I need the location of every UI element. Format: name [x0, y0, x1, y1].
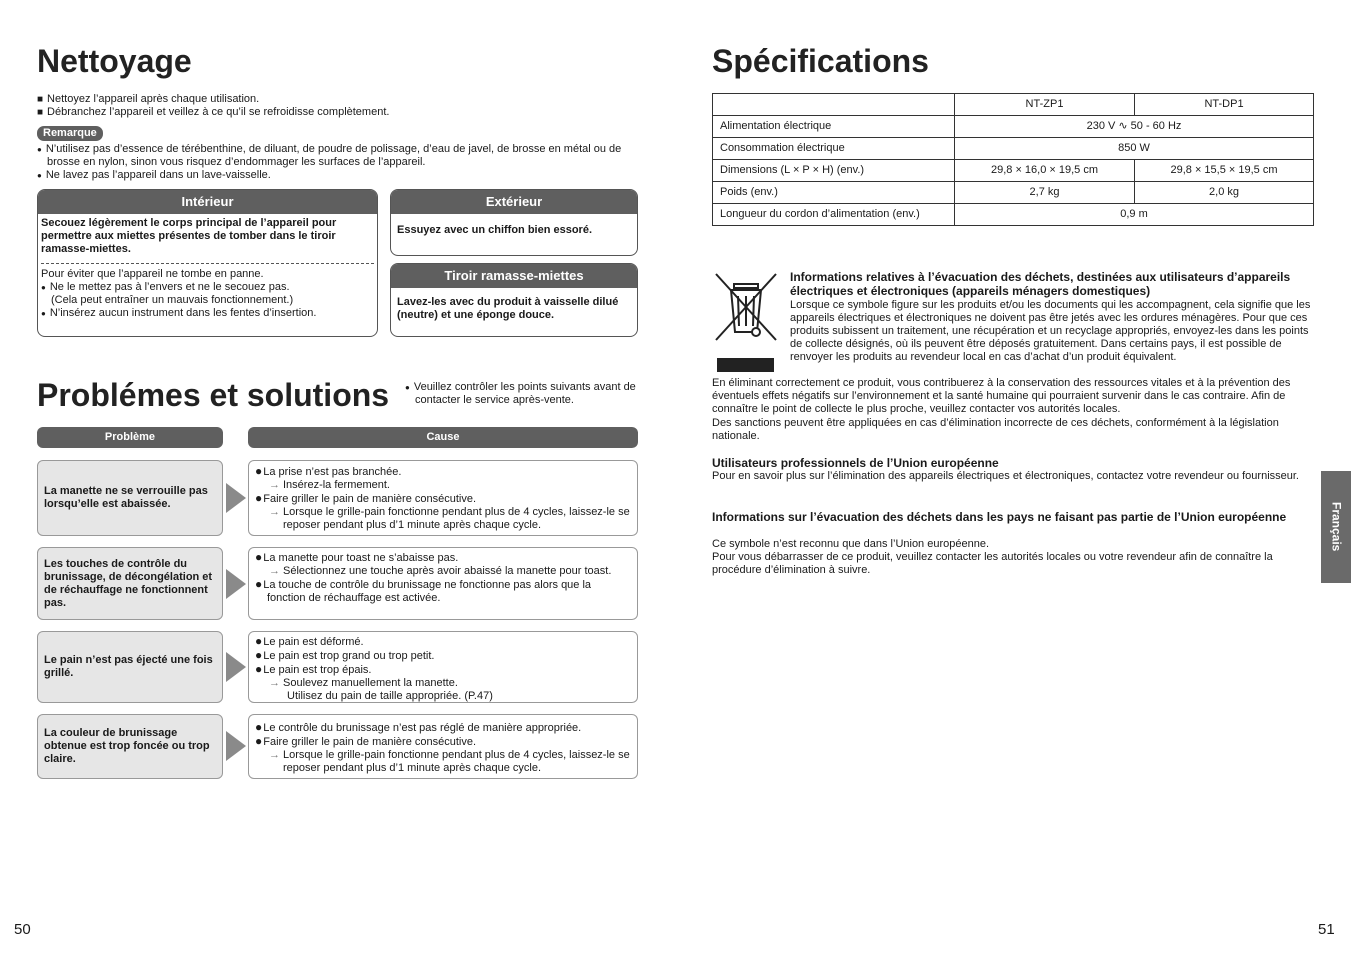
model-2: NT-DP1 — [1135, 94, 1314, 116]
disposal-heading: Informations relatives à l’évacuation des déchets, destinées aux utilisateurs d’appareils électriques et électroniques (appareils ménagers domestiques) — [790, 270, 1291, 298]
disposal-heading-3: Informations sur l’évacuation des déchets dans les pays ne faisant pas partie de l’Union européenne — [712, 510, 1287, 524]
disposal-p3: Des sanctions peuvent être appliquées en cas d’élimination incorrecte de ces déchets, conformément à la législation nationale. — [712, 417, 1279, 442]
troubleshooting-note: ● Veuillez contrôler les points suivants avant de contacter le service après-vente. — [405, 381, 640, 407]
cause-column-header: Cause — [248, 427, 638, 448]
disposal-p5: Ce symbole n’est reconnu que dans l’Union européenne. — [712, 538, 990, 550]
row-1-arrow-icon — [226, 483, 246, 513]
interior-note-1: ● Ne le mettez pas à l’envers et ne le secouez pas. — [41, 281, 374, 294]
disposal-p4: Pour en savoir plus sur l’élimination des appareils électriques et électroniques, contactez votre revendeur ou fournisseur. — [712, 470, 1299, 482]
cause-4 — [248, 714, 638, 779]
interior-bold-text: Secouez légèrement le corps principal de l’appareil pour permettre aux miettes présentes de tomber dans le tiroir ramasse-miettes. — [41, 217, 337, 255]
cause-1-action-1: → Insérez-la fermement. — [269, 479, 390, 491]
problem-1: La manette ne se verrouille pas lorsqu’elle est abaissée. — [37, 460, 223, 536]
cause-4-action-1: → Lorsque le grille-pain fonctionne pendant plus de 4 cycles, laissez-le se reposer pendant plus d’1 minute après chaque cycle. — [269, 749, 630, 774]
cause-1-item-1: ● La prise n’est pas branchée. — [255, 465, 631, 479]
language-tab: Français — [1321, 471, 1351, 583]
remark-1: ● N’utilisez pas d’essence de térébenthine, de diluant, de poudre de polissage, d’eau de javel, de brosse en métal ou de brosse en nylon, sinon vous risquez d’endommager les surfaces de l’appareil. — [37, 143, 637, 169]
cause-3-item-1: ● Le pain est déformé. — [255, 635, 631, 649]
cause-1-action-2: → Lorsque le grille-pain fonctionne pendant plus de 4 cycles, laissez-le se reposer pendant plus d’1 minute après chaque cycle. — [269, 506, 630, 531]
arrow-icon: → — [269, 749, 280, 761]
arrow-icon: → — [269, 565, 280, 577]
troubleshooting-title: Problémes et solutions — [37, 377, 390, 413]
spec-value: 850 W — [955, 138, 1314, 160]
spec-label: Longueur du cordon d’alimentation (env.) — [713, 204, 955, 226]
spec-value: 230 V ∿ 50 - 60 Hz — [955, 116, 1314, 138]
cause-4-item-2: ● Faire griller le pain de manière consécutive. — [255, 735, 631, 749]
cleaning-title: Nettoyage — [37, 43, 192, 79]
cause-3 — [248, 631, 638, 703]
spec-value: 2,0 kg — [1135, 182, 1314, 204]
problem-2: Les touches de contrôle du brunissage, de décongélation et de réchauffage ne fonctionnent pas. — [37, 547, 223, 620]
specs-row — [713, 160, 1314, 182]
intro-line-2: ■ Débranchez l’appareil et veillez à ce qu’il se refroidisse complètement. — [37, 106, 637, 119]
intro-line-1: ■ Nettoyez l’appareil après chaque utilisation. — [37, 93, 637, 106]
interior-title: Intérieur — [38, 190, 377, 214]
interior-box — [37, 189, 378, 337]
cause-3-item-3: ● Le pain est trop épais. — [255, 663, 631, 677]
problem-4: La couleur de brunissage obtenue est trop foncée ou trop claire. — [37, 714, 223, 779]
problem-column-header: Problème — [37, 427, 223, 448]
weee-bin-icon — [712, 270, 780, 374]
specs-row — [713, 204, 1314, 226]
cleaning-intro — [37, 93, 637, 119]
row-4-arrow-icon — [226, 731, 246, 761]
remark-block — [37, 126, 637, 182]
disposal-heading-2: Utilisateurs professionnels de l’Union européenne — [712, 456, 999, 470]
specs-title: Spécifications — [712, 43, 929, 79]
interior-note-1b: (Cela peut entraîner un mauvais fonctionnement.) — [51, 294, 294, 306]
problem-3: Le pain n’est pas éjecté une fois grillé. — [37, 631, 223, 703]
cause-2-item-2: ● La touche de contrôle du brunissage ne fonctionne pas alors que la fonction de réchauffage est activée. — [255, 578, 631, 605]
crumb-tray-title: Tiroir ramasse-miettes — [391, 264, 637, 288]
remark-2: ● Ne lavez pas l’appareil dans un lave-vaisselle. — [37, 169, 637, 182]
interior-note-intro: Pour éviter que l’appareil ne tombe en panne. — [41, 268, 264, 280]
cause-2 — [248, 547, 638, 620]
interior-note-2: ● N’insérez aucun instrument dans les fentes d’insertion. — [41, 307, 374, 320]
cause-2-item-1: ● La manette pour toast ne s’abaisse pas. — [255, 551, 631, 565]
cause-1-item-2: ● Faire griller le pain de manière consécutive. — [255, 492, 631, 506]
spec-label: Dimensions (L × P × H) (env.) — [713, 160, 955, 182]
crumb-tray-box — [390, 263, 638, 337]
spec-value: 29,8 × 16,0 × 19,5 cm — [955, 160, 1135, 182]
page-number-left: 50 — [14, 921, 31, 938]
disposal-p6: Pour vous débarrasser de ce produit, veuillez contacter les autorités locales ou votre revendeur afin de connaître la procédure d’élimination à suivre. — [712, 551, 1273, 576]
disposal-p2: En éliminant correctement ce produit, vous contribuerez à la conservation des ressources vitales et à la prévention des éventuels effets négatifs sur l’environnement et la santé humaine qui pourraient survenir dans le cas contraire. Afin de connaître le point de collecte le plus proche, veuillez contacter vos autorités locales. — [712, 377, 1291, 415]
spec-value: 2,7 kg — [955, 182, 1135, 204]
spec-label: Alimentation électrique — [713, 116, 955, 138]
cause-3-action-1: → Soulevez manuellement la manette. — [269, 677, 458, 689]
cause-2-action-1: → Sélectionnez une touche après avoir abaissé la manette pour toast. — [269, 565, 612, 577]
arrow-icon: → — [269, 506, 280, 518]
cause-4-item-1: ● Le contrôle du brunissage n’est pas réglé de manière appropriée. — [255, 721, 631, 735]
spec-value: 29,8 × 15,5 × 19,5 cm — [1135, 160, 1314, 182]
interior-note — [38, 268, 377, 320]
remark-badge: Remarque — [37, 126, 103, 141]
cause-1 — [248, 460, 638, 536]
specs-table — [712, 93, 1314, 226]
exterior-text: Essuyez avec un chiffon bien essoré. — [397, 224, 593, 236]
cause-3-item-2: ● Le pain est trop grand ou trop petit. — [255, 649, 631, 663]
specs-header-row — [713, 94, 1314, 116]
row-2-arrow-icon — [226, 569, 246, 599]
interior-divider — [41, 263, 374, 264]
spec-value: 0,9 m — [955, 204, 1314, 226]
arrow-icon: → — [269, 677, 280, 689]
specs-row — [713, 182, 1314, 204]
crumb-tray-text: Lavez-les avec du produit à vaisselle dilué (neutre) et une éponge douce. — [397, 296, 619, 321]
disposal-p1: Lorsque ce symbole figure sur les produits et/ou les documents qui les accompagnent, cela signifie que les appareils électriques et électroniques ne doivent pas être jetés avec les ordures ménagères. Pour que ces produits subissent un traitement, une récupération et un recyclage appropriés, envoyez-les dans les points de collecte désignés, où ils peuvent être déposés gratuitement. Dans certains pays, il est possible de renvoyer les produits au revendeur local en cas d’achat d’un produit équivalent. — [790, 299, 1311, 363]
exterior-box — [390, 189, 638, 256]
row-3-arrow-icon — [226, 652, 246, 682]
spec-label: Poids (env.) — [713, 182, 955, 204]
specs-row — [713, 116, 1314, 138]
arrow-icon: → — [269, 479, 280, 491]
specs-row — [713, 138, 1314, 160]
cause-3-action-2: Utilisez du pain de taille appropriée. (P.47) — [287, 690, 493, 702]
model-1: NT-ZP1 — [955, 94, 1135, 116]
spec-label: Consommation électrique — [713, 138, 955, 160]
page-number-right: 51 — [1318, 921, 1335, 938]
exterior-title: Extérieur — [391, 190, 637, 214]
